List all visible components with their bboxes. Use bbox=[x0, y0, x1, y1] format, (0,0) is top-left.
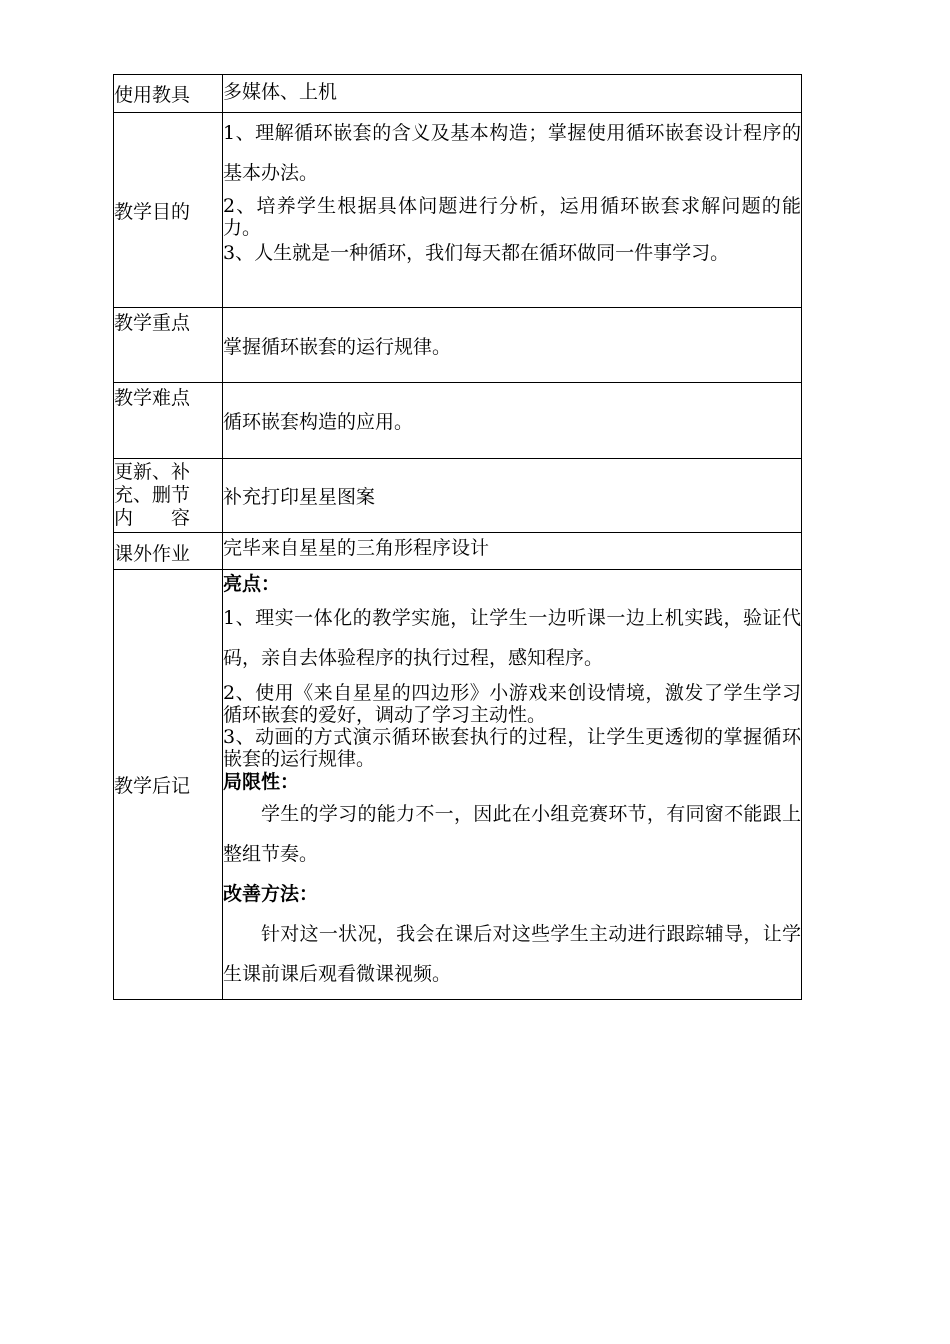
goal-item-1: 1、理解循环嵌套的含义及基本构造；掌握使用循环嵌套设计程序的基本办法。 bbox=[223, 122, 801, 184]
goal-item-2: 2、培养学生根据具体问题进行分析，运用循环嵌套求解问题的能力。 bbox=[223, 195, 801, 239]
lesson-plan-table bbox=[113, 74, 802, 1000]
row-update bbox=[114, 459, 802, 533]
highlight-item-3: 3、动画的方式演示循环嵌套执行的过程，让学生更透彻的掌握循环嵌套的运行规律。 bbox=[223, 726, 801, 770]
improve-text: 针对这一状况，我会在课后对这些学生主动进行跟踪辅导，让学生课前课后观看微课视频。 bbox=[223, 923, 801, 985]
row-tools bbox=[114, 75, 802, 113]
goal-item-3: 3、人生就是一种循环，我们每天都在循环做同一件事学习。 bbox=[223, 242, 730, 264]
row-key-point bbox=[114, 308, 802, 383]
update-value: 补充打印星星图案 bbox=[223, 459, 802, 533]
row-notes bbox=[114, 570, 802, 1000]
highlights-title: 亮点： bbox=[223, 573, 281, 595]
tools-label: 使用教具 bbox=[114, 75, 223, 113]
notes-label: 教学后记 bbox=[114, 570, 223, 1000]
goals-content bbox=[223, 113, 802, 308]
row-goals bbox=[114, 113, 802, 308]
tools-value: 多媒体、上机 bbox=[223, 75, 802, 113]
homework-label: 课外作业 bbox=[114, 533, 223, 570]
limits-title: 局限性： bbox=[223, 771, 300, 793]
limits-text: 学生的学习的能力不一，因此在小组竞赛环节，有同窗不能跟上整组节奏。 bbox=[223, 803, 801, 865]
row-difficulty bbox=[114, 383, 802, 459]
key-point-value: 掌握循环嵌套的运行规律。 bbox=[223, 308, 802, 383]
update-label-line2: 充、删节 bbox=[114, 484, 191, 506]
highlight-item-1: 1、理实一体化的教学实施，让学生一边听课一边上机实践，验证代码，亲自去体验程序的执行过程，感知程序。 bbox=[223, 607, 801, 669]
update-label-line1: 更新、补 bbox=[114, 461, 191, 483]
difficulty-label: 教学难点 bbox=[114, 383, 223, 459]
notes-content bbox=[223, 570, 802, 1000]
update-label-line3: 内 容 bbox=[114, 507, 191, 529]
homework-value: 完毕来自星星的三角形程序设计 bbox=[223, 533, 802, 570]
difficulty-value: 循环嵌套构造的应用。 bbox=[223, 383, 802, 459]
goals-label: 教学目的 bbox=[114, 113, 223, 308]
update-label bbox=[114, 459, 223, 533]
highlight-item-2: 2、使用《来自星星的四边形》小游戏来创设情境，激发了学生学习循环嵌套的爱好，调动了学习主动性。 bbox=[223, 682, 801, 726]
improve-title: 改善方法： bbox=[223, 883, 319, 905]
row-homework bbox=[114, 533, 802, 570]
key-point-label: 教学重点 bbox=[114, 308, 223, 383]
